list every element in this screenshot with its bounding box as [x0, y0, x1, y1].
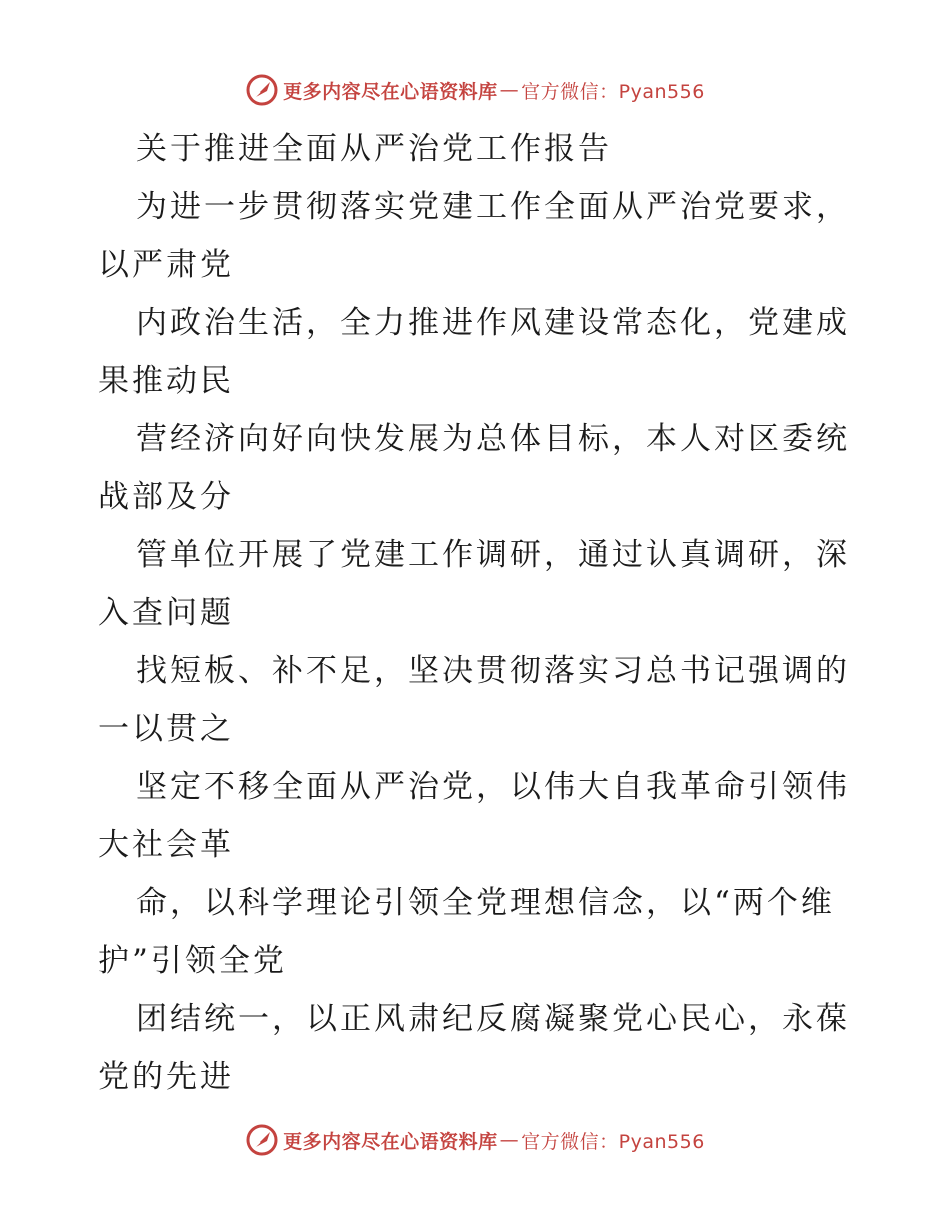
paragraph-line: 以严肃党	[98, 247, 234, 283]
paragraph-line: 大社会革	[98, 827, 234, 863]
paragraph-line: 管单位开展了党建工作调研，通过认真调研，深	[136, 537, 850, 573]
document-body	[98, 120, 858, 1106]
watermark-separator: —	[499, 1129, 520, 1151]
paragraph-line: 战部及分	[98, 479, 234, 515]
watermark-brand: 更多内容尽在心语资料库	[283, 80, 498, 103]
paragraph-line: 坚定不移全面从严治党，以伟大自我革命引领伟	[136, 769, 850, 805]
watermark-separator: —	[499, 79, 520, 101]
watermark-header	[0, 70, 950, 110]
watermark-brand: 更多内容尽在心语资料库	[283, 1130, 498, 1153]
paragraph-line: 内政治生活，全力推进作风建设常态化，党建成	[136, 305, 850, 341]
quill-logo-icon	[245, 73, 279, 107]
paragraph-line: 一以贯之	[98, 711, 234, 747]
paragraph-line: 入查问题	[98, 595, 234, 631]
watermark-contact: 官方微信：Pyan556	[521, 80, 705, 103]
paragraph-line: 果推动民	[98, 363, 234, 399]
document-title: 关于推进全面从严治党工作报告	[136, 131, 612, 167]
paragraph-line: 命，以科学理论引领全党理想信念，以“两个维	[136, 885, 835, 921]
paragraph-line: 为进一步贯彻落实党建工作全面从严治党要求，	[136, 189, 850, 225]
watermark-contact: 官方微信：Pyan556	[521, 1130, 705, 1153]
paragraph-line: 党的先进	[98, 1059, 234, 1095]
watermark-footer	[0, 1120, 950, 1160]
paragraph-line: 找短板、补不足，坚决贯彻落实习总书记强调的	[136, 653, 850, 689]
paragraph-line: 团结统一，以正风肃纪反腐凝聚党心民心，永葆	[136, 1001, 850, 1037]
paragraph-line: 护”引领全党	[98, 943, 287, 979]
paragraph-line: 营经济向好向快发展为总体目标，本人对区委统	[136, 421, 850, 457]
quill-logo-icon	[245, 1123, 279, 1157]
